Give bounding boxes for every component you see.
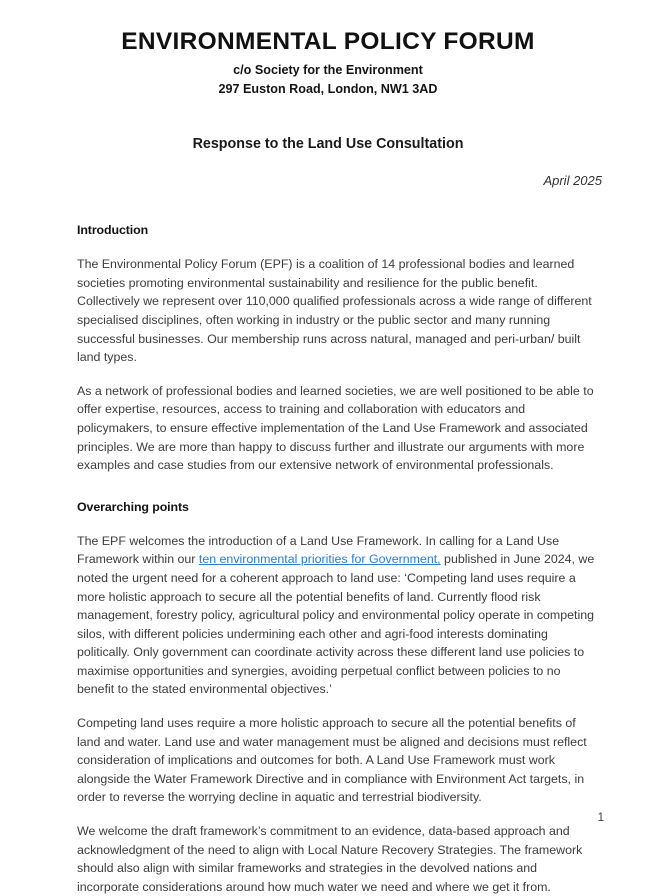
section-heading-overarching-points: Overarching points bbox=[77, 499, 189, 514]
overarching-paragraph-1-lead: The EPF welcomes the introduction of a Land Use Framework. In calling for a Land Use Framework within our bbox=[77, 533, 560, 567]
section-heading-introduction: Introduction bbox=[77, 223, 149, 238]
overarching-paragraph-1 bbox=[77, 532, 600, 699]
overarching-paragraph-1-tail: published in June 2024, we noted the urgent need for a coherent approach to land use: ‘Competing land uses require a more holistic approach to secure all the potential benefits of land. Currently flood risk management, forestry policy, agricultural policy and environmental policy operate in competing silos, with different policies undermining each other and agri-food interests dominating politically. Only government can coordinate activity across these different land use policies to maximise opportunities and synergies, avoiding perpetual conflict between policies to no benefit to the stated environmental objectives.’ bbox=[77, 552, 595, 697]
introduction-paragraph-2: As a network of professional bodies and learned societies, we are well positioned to be able to offer expertise, resources, access to training and collaboration with educators and policymakers, to ensure effective implementation of the Land Use Framework and associated principles. We are more than happy to discuss further and illustrate our arguments with more examples and case studies from our extensive network of environmental professionals. bbox=[77, 383, 594, 473]
organisation-address: 297 Euston Road, London, NW1 3AD bbox=[218, 82, 438, 97]
introduction-paragraph-1: The Environmental Policy Forum (EPF) is a coalition of 14 professional bodies and learned societies promoting environmental sustainability and resilience for the public benefit. Collectively we represent over 110,000 qualified professionals across a wide range of different specialised disciplines, often working in industry or the public sector and many running successful businesses. Our membership runs across natural, managed and peri-urban/ built land types. bbox=[77, 257, 592, 365]
organisation-name: ENVIRONMENTAL POLICY FORUM bbox=[121, 28, 535, 55]
section-overarching-points bbox=[77, 500, 600, 896]
overarching-paragraph-2: Competing land uses require a more holistic approach to secure all the potential benefits of land and water. Land use and water management must be aligned and decisions must reflect consideration of implications and outcomes for both. A Land Use Framework must work alongside the Water Framework Directive and in compliance with Environment Act targets, in order to reverse the worrying decline in aquatic and terrestrial biodiversity. bbox=[77, 716, 587, 805]
organisation-care-of: c/o Society for the Environment bbox=[233, 63, 423, 78]
overarching-paragraph-3: We welcome the draft framework’s commitment to an evidence, data-based approach and acknowledgment of the need to align with Local Nature Recovery Strategies. The framework should also align with similar frameworks and strategies in the devolved nations and incorporate considerations around how much water we need and where we get it from. bbox=[77, 824, 583, 894]
letterhead bbox=[0, 0, 656, 99]
document-date: April 2025 bbox=[543, 173, 602, 189]
section-introduction bbox=[77, 223, 600, 475]
page-number: 1 bbox=[597, 812, 604, 824]
document-body bbox=[0, 223, 656, 896]
ten-environmental-priorities-link[interactable]: ten environmental priorities for Government, bbox=[198, 552, 441, 567]
document-title: Response to the Land Use Consultation bbox=[192, 136, 464, 153]
section-spacer bbox=[77, 475, 600, 500]
